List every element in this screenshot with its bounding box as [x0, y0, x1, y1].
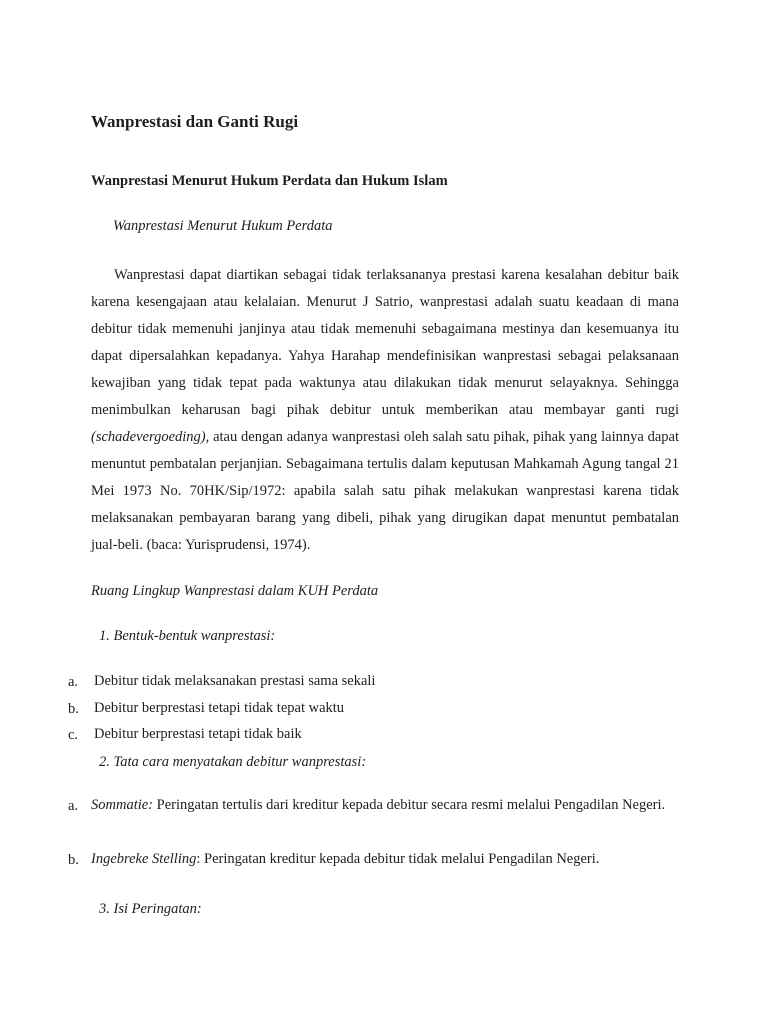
list-marker: b. [68, 852, 79, 868]
definition-text: : Peringatan kreditur kepada debitur tidak melalui Pengadilan Negeri. [196, 851, 600, 867]
list-marker: a. [68, 798, 79, 814]
list-marker: c. [68, 727, 79, 743]
paragraph-italic-term: (schadevergoeding), [91, 429, 210, 445]
document-title: Wanprestasi dan Ganti Rugi [91, 112, 299, 131]
subheading-isi-peringatan: 3. Isi Peringatan: [99, 901, 202, 917]
list-marker: b. [68, 701, 79, 717]
body-paragraph [91, 262, 679, 559]
list-item-text [91, 845, 681, 873]
subheading-bentuk-wanprestasi: 1. Bentuk-bentuk wanprestasi: [99, 628, 276, 644]
section-heading-hukum-perdata: Wanprestasi Menurut Hukum Perdata [113, 218, 333, 234]
definition-text: Peringatan tertulis dari kreditur kepada debitur secara resmi melalui Pengadilan Negeri. [153, 797, 666, 813]
list-item-text: Debitur tidak melaksanakan prestasi sama sekali [94, 673, 376, 689]
list-item-text: Debitur berprestasi tetapi tidak baik [94, 726, 302, 742]
list-marker: a. [68, 674, 79, 690]
paragraph-text-1: Wanprestasi dapat diartikan sebagai tidak terlaksananya prestasi karena kesalahan debitur baik karena kesengajaan atau kelalaian. Menurut J Satrio, wanprestasi adalah suatu keadaan di mana debitur tidak memenuhi janjinya atau tidak memenuhi sebagaimana mestinya dan kesemuanya itu dapat dipersalahkan kepadanya. Yahya Harahap mendefinisikan wanprestasi sebagai pelaksanaan kewajiban yang tidak tepat pada waktunya atau dilakukan tidak menurut selayaknya. Sehingga menimbulkan keharusan bagi pihak debitur untuk memberikan atau membayar ganti rugi [91, 267, 679, 418]
paragraph-text-2: atau dengan adanya wanprestasi oleh salah satu pihak, pihak yang lainnya dapat menuntut pembatalan perjanjian. Sebagaimana tertulis dalam keputusan Mahkamah Agung tangal 21 Mei 1973 No. 70HK/Sip/1972: apabila salah satu pihak melakukan wanprestasi karena tidak melaksanakan pembayaran barang yang dibeli, pihak yang dirugikan dapat menuntut pembatalan jual-beli. (baca: Yurisprudensi, 1974). [91, 429, 679, 553]
list-item-text: Debitur berprestasi tetapi tidak tepat waktu [94, 700, 345, 716]
term-sommatie: Sommatie: [91, 797, 154, 813]
subheading-tata-cara: 2. Tata cara menyatakan debitur wanprestasi: [99, 754, 367, 770]
list-item-text [91, 791, 681, 819]
term-ingebreke-stelling: Ingebreke Stelling [91, 851, 197, 867]
section-heading-ruang-lingkup: Ruang Lingkup Wanprestasi dalam KUH Perdata [91, 583, 379, 599]
document-subtitle: Wanprestasi Menurut Hukum Perdata dan Hukum Islam [91, 173, 448, 189]
